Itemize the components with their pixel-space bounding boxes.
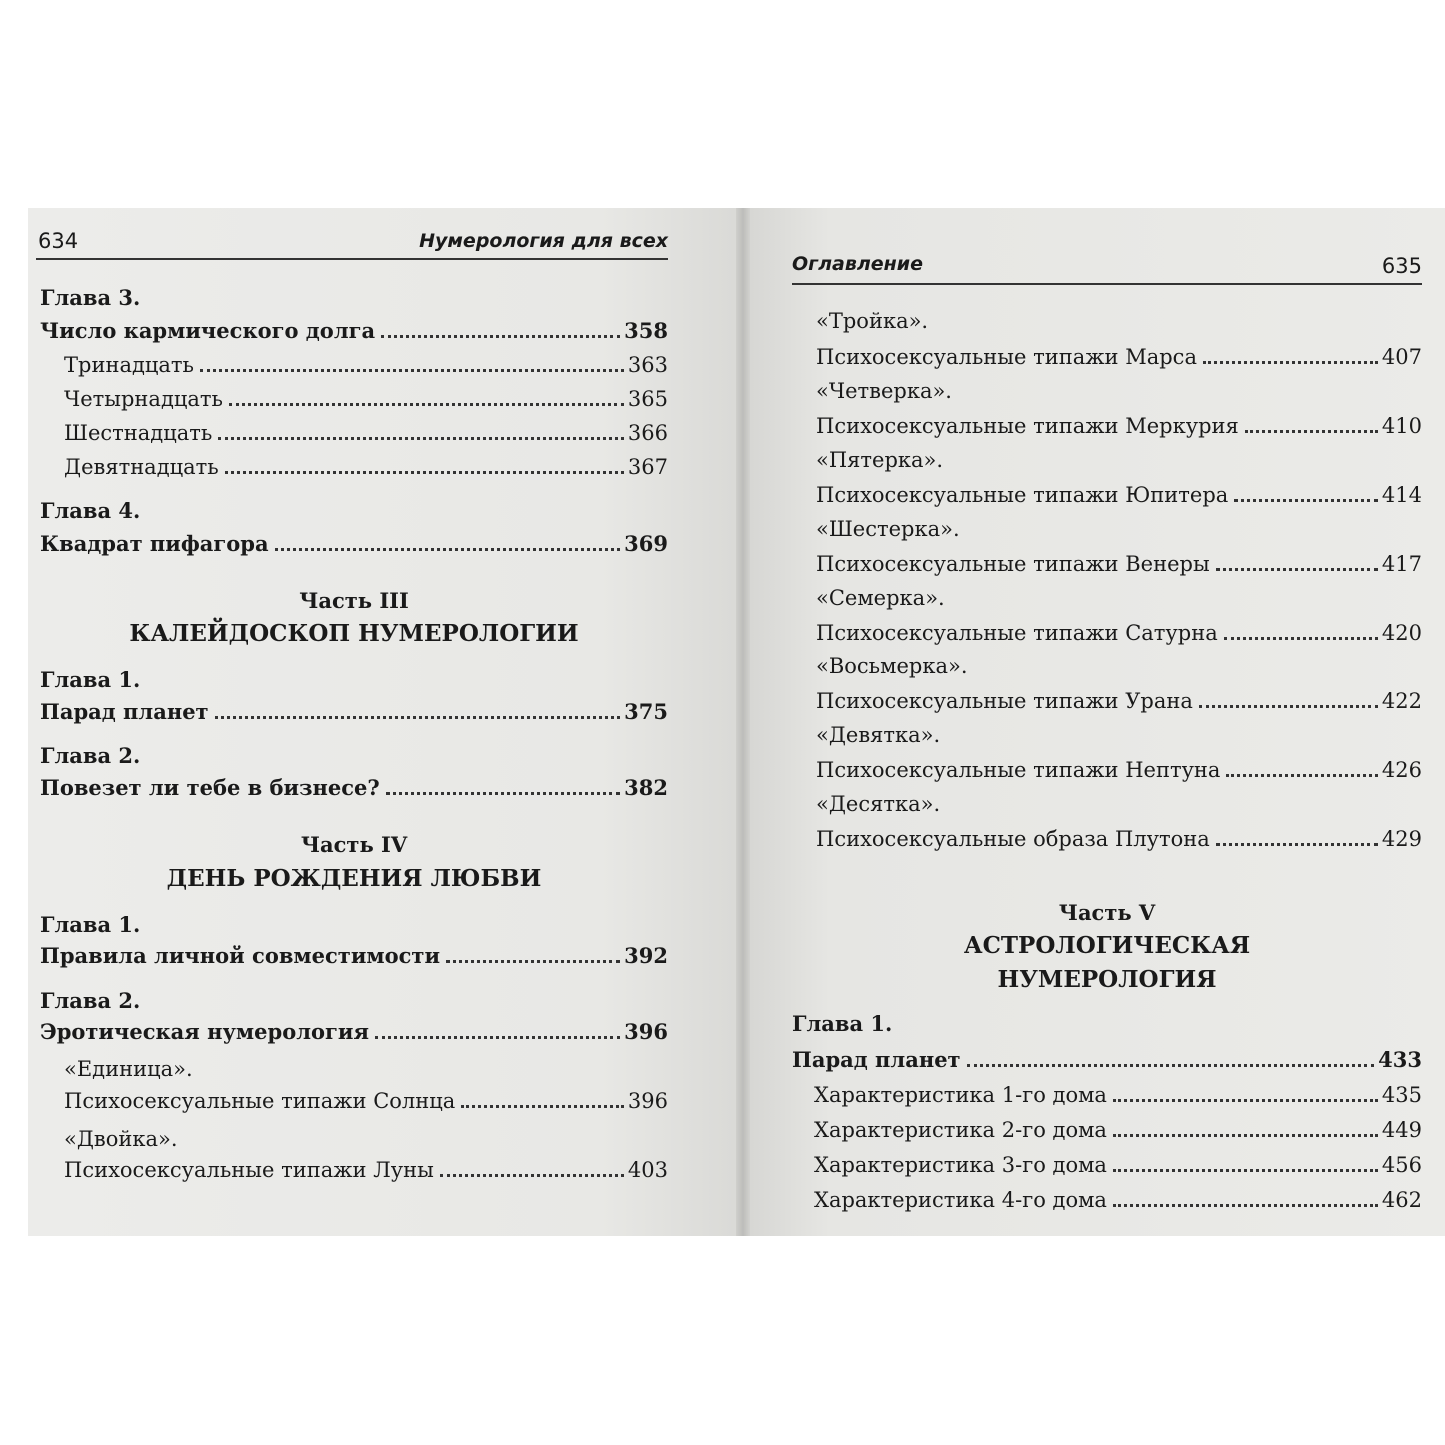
toc-entry — [40, 773, 668, 803]
toc-page: 407 — [1381, 345, 1422, 369]
toc-title: Четырнадцать — [64, 387, 223, 411]
part-label: Часть IV — [300, 832, 408, 857]
part-label: Часть III — [299, 588, 409, 613]
toc-label: «Семерка». — [816, 586, 945, 610]
toc-entry — [64, 384, 668, 414]
leader-dots — [1113, 1169, 1378, 1172]
leader-dots — [375, 1036, 620, 1039]
toc-page: 369 — [624, 531, 668, 556]
leader-dots — [1203, 361, 1378, 364]
toc-title: Характеристика 4-го дома — [814, 1188, 1107, 1212]
toc-title: Психосексуальные типажи Солнца — [64, 1089, 456, 1113]
toc-page: 435 — [1381, 1083, 1422, 1107]
leader-dots — [229, 403, 624, 406]
toc-title: Психосексуальные типажи Луны — [64, 1158, 434, 1182]
toc-entry — [816, 342, 1422, 372]
toc-page: 422 — [1381, 689, 1422, 713]
part-label: Часть V — [1058, 900, 1156, 925]
toc-page: 456 — [1381, 1153, 1422, 1177]
toc-title: Шестнадцать — [64, 421, 213, 445]
toc-title: Психосексуальные типажи Марса — [816, 345, 1197, 369]
toc-label: «Десятка». — [816, 792, 941, 816]
toc-entry — [792, 1045, 1422, 1075]
leader-dots — [440, 1174, 624, 1177]
left-header-rule — [36, 258, 668, 260]
leader-dots — [1224, 637, 1378, 640]
toc-title: Психосексуальные образа Плутона — [816, 827, 1210, 851]
toc-title: Характеристика 1-го дома — [814, 1083, 1107, 1107]
toc-page: 433 — [1378, 1047, 1422, 1072]
part-title: НУМЕРОЛОГИЯ — [997, 966, 1217, 993]
toc-label: «Единица». — [64, 1057, 193, 1081]
toc-page: 449 — [1381, 1118, 1422, 1142]
chapter-label: Глава 1. — [40, 667, 141, 692]
toc-entry — [816, 411, 1422, 441]
toc-page: 420 — [1381, 621, 1422, 645]
toc-label: «Тройка». — [816, 309, 929, 333]
toc-page: 429 — [1381, 827, 1422, 851]
book-gutter — [736, 208, 750, 1236]
toc-page: 403 — [627, 1158, 668, 1182]
toc-page: 462 — [1381, 1188, 1422, 1212]
toc-title: Число кармического долга — [40, 318, 376, 343]
toc-entry — [64, 350, 668, 380]
toc-title: Эротическая нумерология — [40, 1019, 369, 1044]
leader-dots — [1113, 1204, 1378, 1207]
toc-title: Психосексуальные типажи Нептуна — [816, 758, 1221, 782]
toc-page: 375 — [624, 699, 668, 724]
toc-entry — [40, 941, 668, 971]
leader-dots — [386, 792, 620, 795]
left-running-head: Нумерология для всех — [419, 230, 668, 252]
toc-page: 367 — [627, 455, 668, 479]
left-page-number: 634 — [38, 229, 79, 253]
toc-title: Парад планет — [40, 699, 209, 724]
chapter-label: Глава 3. — [40, 285, 141, 310]
leader-dots — [967, 1064, 1375, 1067]
part-title: КАЛЕЙДОСКОП НУМЕРОЛОГИИ — [129, 620, 579, 647]
toc-label: «Шестерка». — [816, 517, 960, 541]
toc-entry — [814, 1185, 1422, 1215]
leader-dots — [446, 960, 620, 963]
leader-dots — [1216, 843, 1378, 846]
leader-dots — [1113, 1134, 1378, 1137]
toc-entry — [40, 697, 668, 727]
toc-title: Психосексуальные типажи Юпитера — [816, 483, 1229, 507]
toc-label: «Восьмерка». — [816, 654, 968, 678]
chapter-label: Глава 2. — [40, 988, 141, 1013]
right-page-number: 635 — [1381, 254, 1422, 278]
toc-title: Психосексуальные типажи Меркурия — [816, 414, 1239, 438]
right-running-head: Оглавление — [792, 253, 923, 275]
toc-title: Повезет ли тебе в бизнесе? — [40, 775, 380, 800]
toc-entry — [40, 316, 668, 346]
chapter-label: Глава 2. — [40, 743, 141, 768]
toc-entry — [64, 418, 668, 448]
toc-entry — [816, 824, 1422, 854]
leader-dots — [1245, 430, 1378, 433]
toc-page: 410 — [1381, 414, 1422, 438]
toc-page: 365 — [627, 387, 668, 411]
toc-entry — [816, 618, 1422, 648]
toc-entry — [64, 1086, 668, 1116]
chapter-label: Глава 4. — [40, 498, 141, 523]
leader-dots — [215, 716, 621, 719]
part-title: ДЕНЬ РОЖДЕНИЯ ЛЮБВИ — [166, 865, 542, 892]
leader-dots — [1234, 499, 1378, 502]
toc-entry — [816, 480, 1422, 510]
toc-title: Парад планет — [792, 1047, 961, 1072]
toc-title: Психосексуальные типажи Венеры — [816, 552, 1210, 576]
toc-title: Правила личной совместимости — [40, 943, 441, 968]
toc-entry — [814, 1080, 1422, 1110]
toc-label: «Девятка». — [816, 723, 941, 747]
leader-dots — [461, 1105, 624, 1108]
leader-dots — [275, 548, 621, 551]
toc-title: Квадрат пифагора — [40, 531, 269, 556]
right-header-rule — [792, 283, 1422, 285]
toc-label: «Четверка». — [816, 379, 952, 403]
toc-page: 396 — [627, 1089, 668, 1113]
toc-title: Психосексуальные типажи Урана — [816, 689, 1193, 713]
toc-page: 358 — [624, 318, 668, 343]
toc-page: 392 — [624, 943, 668, 968]
toc-entry — [816, 755, 1422, 785]
toc-label: «Двойка». — [64, 1127, 178, 1151]
leader-dots — [200, 369, 624, 372]
toc-page: 363 — [627, 353, 668, 377]
leader-dots — [218, 437, 624, 440]
leader-dots — [1113, 1099, 1378, 1102]
toc-entry — [64, 452, 668, 482]
toc-entry — [814, 1115, 1422, 1145]
toc-entry — [64, 1155, 668, 1185]
chapter-label: Глава 1. — [40, 912, 141, 937]
toc-title: Психосексуальные типажи Сатурна — [816, 621, 1218, 645]
toc-page: 414 — [1381, 483, 1422, 507]
toc-page: 396 — [624, 1019, 668, 1044]
toc-title: Характеристика 3-го дома — [814, 1153, 1107, 1177]
toc-page: 382 — [624, 775, 668, 800]
leader-dots — [225, 471, 624, 474]
leader-dots — [1199, 705, 1378, 708]
toc-page: 417 — [1381, 552, 1422, 576]
toc-page: 366 — [627, 421, 668, 445]
toc-page: 426 — [1381, 758, 1422, 782]
toc-title: Характеристика 2-го дома — [814, 1118, 1107, 1142]
toc-entry — [816, 686, 1422, 716]
toc-label: «Пятерка». — [816, 448, 944, 472]
leader-dots — [381, 335, 620, 338]
leader-dots — [1216, 568, 1378, 571]
leader-dots — [1226, 774, 1377, 777]
toc-entry — [814, 1150, 1422, 1180]
toc-title: Тринадцать — [64, 353, 194, 377]
toc-entry — [40, 529, 668, 559]
toc-entry — [816, 549, 1422, 579]
chapter-label: Глава 1. — [792, 1011, 893, 1036]
toc-entry — [40, 1017, 668, 1047]
part-title: АСТРОЛОГИЧЕСКАЯ — [963, 932, 1251, 959]
toc-title: Девятнадцать — [64, 455, 219, 479]
